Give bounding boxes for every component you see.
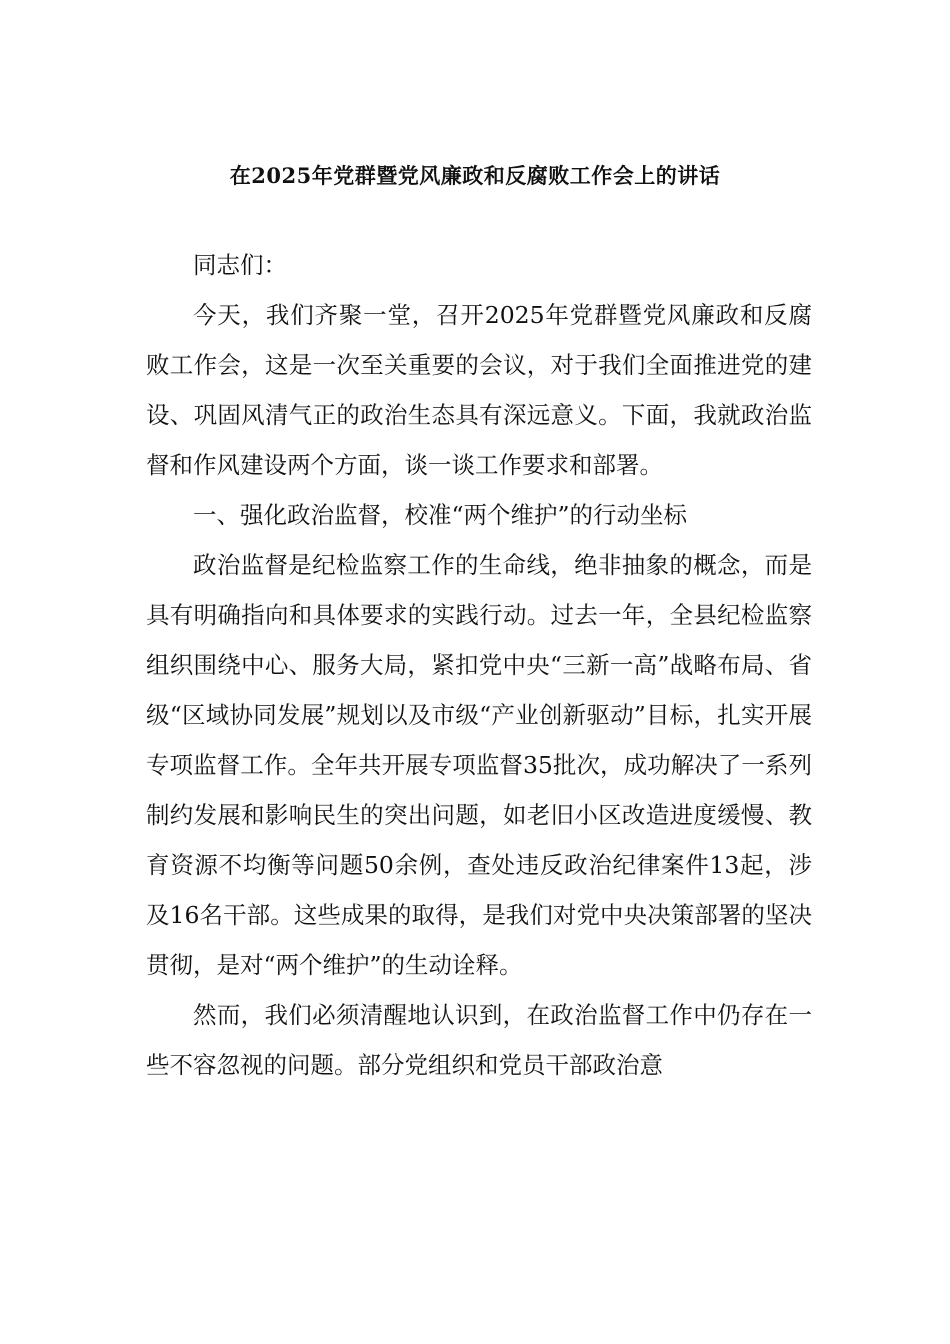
paragraph-political-supervision: 政治监督是纪检监察工作的生命线，绝非抽象的概念，而是具有明确指向和具体要求的实践行动。过去一年，全县纪检监察组织围绕中心、服务大局，紧扣党中央“三新一高”战略布局、省级“区域协同发展”规划以及市级“产业创新驱动”目标，扎实开展专项监督工作。全年共开展专项监督35批次，成功解决了一系列制约发展和影响民生的突出问题，如老旧小区改造进度缓慢、教育资源不均衡等问题50余例，查处违反政治纪律案件13起，涉及16名干部。这些成果的取得，是我们对党中央决策部署的坚决贯彻，是对“两个维护”的生动诠释。 xyxy=(146,551,812,979)
paragraph-problems: 然而，我们必须清醒地认识到，在政治监督工作中仍存在一些不容忽视的问题。部分党组织和党员干部政治意 xyxy=(146,1001,812,1079)
document-body xyxy=(146,240,812,1090)
section-heading-1: 一、强化政治监督，校准“两个维护”的行动坐标 xyxy=(193,501,688,529)
paragraph-intro: 今天，我们齐聚一堂，召开2025年党群暨党风廉政和反腐败工作会，这是一次至关重要的会议，对于我们全面推进党的建设、巩固风清气正的政治生态具有深远意义。下面，我就政治监督和作风建设两个方面，谈一谈工作要求和部署。 xyxy=(146,301,812,479)
document-title: 在2025年党群暨党风廉政和反腐败工作会上的讲话 xyxy=(229,163,721,188)
salutation: 同志们： xyxy=(193,251,287,279)
